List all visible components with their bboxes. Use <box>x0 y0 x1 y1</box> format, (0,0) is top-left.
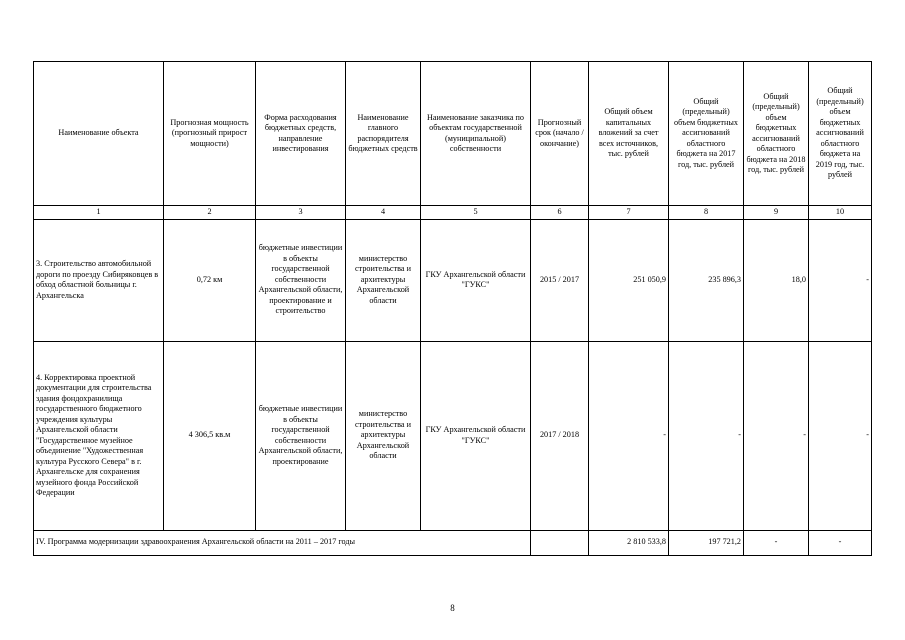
table-row <box>34 341 872 530</box>
program-name-cell: IV. Программа модернизации здравоохранения Архангельской области на 2011 – 2017 годы <box>34 530 531 555</box>
header-customer: Наименование заказчика по объектам государственной (муниципальной) собственности <box>421 62 531 206</box>
capacity-cell: 0,72 км <box>164 219 256 341</box>
header-budget-2019: Общий (предельный) объем бюджетных ассигнований областного бюджета на 2019 год, тыс. рублей <box>809 62 872 206</box>
investment-table <box>33 61 872 556</box>
program-2017-cell: 197 721,2 <box>669 530 744 555</box>
object-name-cell: 3. Строительство автомобильной дороги по проезду Сибиряковцев в обход областной больницы г. Архангельска <box>34 219 164 341</box>
total-investment-cell: - <box>589 341 669 530</box>
customer-cell: ГКУ Архангельской области "ГУКС" <box>421 219 531 341</box>
column-number: 2 <box>164 206 256 220</box>
capacity-cell: 4 306,5 кв.м <box>164 341 256 530</box>
header-object-name: Наименование объекта <box>34 62 164 206</box>
total-investment-cell: 251 050,9 <box>589 219 669 341</box>
program-2018-cell: - <box>744 530 809 555</box>
header-capacity: Прогнозная мощность (прогнозный прирост мощности) <box>164 62 256 206</box>
program-row <box>34 530 872 555</box>
header-total-investment: Общий объем капитальных вложений за счет всех источников, тыс. рублей <box>589 62 669 206</box>
column-number: 5 <box>421 206 531 220</box>
column-number: 8 <box>669 206 744 220</box>
budget-manager-cell: министерство строительства и архитектуры Архангельской области <box>346 219 421 341</box>
column-number: 10 <box>809 206 872 220</box>
page-number: 8 <box>450 603 455 613</box>
budget-manager-cell: министерство строительства и архитектуры Архангельской области <box>346 341 421 530</box>
program-total-cell: 2 810 533,8 <box>589 530 669 555</box>
header-row <box>34 62 872 206</box>
spending-form-cell: бюджетные инвестиции в объекты государственной собственности Архангельской области, проектирование и строительство <box>256 219 346 341</box>
budget-2018-cell: - <box>744 341 809 530</box>
column-number-row <box>34 206 872 220</box>
term-cell: 2017 / 2018 <box>531 341 589 530</box>
header-budget-2018: Общий (предельный) объем бюджетных ассигнований областного бюджета на 2018 год, тыс. рублей <box>744 62 809 206</box>
column-number: 9 <box>744 206 809 220</box>
header-budget-manager: Наименование главного распорядителя бюджетных средств <box>346 62 421 206</box>
program-2019-cell: - <box>809 530 872 555</box>
budget-2018-cell: 18,0 <box>744 219 809 341</box>
column-number: 1 <box>34 206 164 220</box>
column-number: 3 <box>256 206 346 220</box>
term-cell: 2015 / 2017 <box>531 219 589 341</box>
column-number: 7 <box>589 206 669 220</box>
column-number: 4 <box>346 206 421 220</box>
object-name-cell: 4. Корректировка проектной документации для строительства здания фондохранилища государственного бюджетного учреждения культуры Архангельской области "Государственное музейное объединение "Художественная культура Русского Севера" в г. Архангельске для сохранения музейного фонда Российской Федерации <box>34 341 164 530</box>
customer-cell: ГКУ Архангельской области "ГУКС" <box>421 341 531 530</box>
program-empty-cell <box>531 530 589 555</box>
budget-2017-cell: 235 896,3 <box>669 219 744 341</box>
header-term: Прогнозный срок (начало / окончание) <box>531 62 589 206</box>
budget-2019-cell: - <box>809 219 872 341</box>
column-number: 6 <box>531 206 589 220</box>
budget-2017-cell: - <box>669 341 744 530</box>
budget-2019-cell: - <box>809 341 872 530</box>
table-row <box>34 219 872 341</box>
header-budget-2017: Общий (предельный) объем бюджетных ассигнований областного бюджета на 2017 год, тыс. рублей <box>669 62 744 206</box>
spending-form-cell: бюджетные инвестиции в объекты государственной собственности Архангельской области, проектирование <box>256 341 346 530</box>
header-spending-form: Форма расходования бюджетных средств, направление инвестирования <box>256 62 346 206</box>
